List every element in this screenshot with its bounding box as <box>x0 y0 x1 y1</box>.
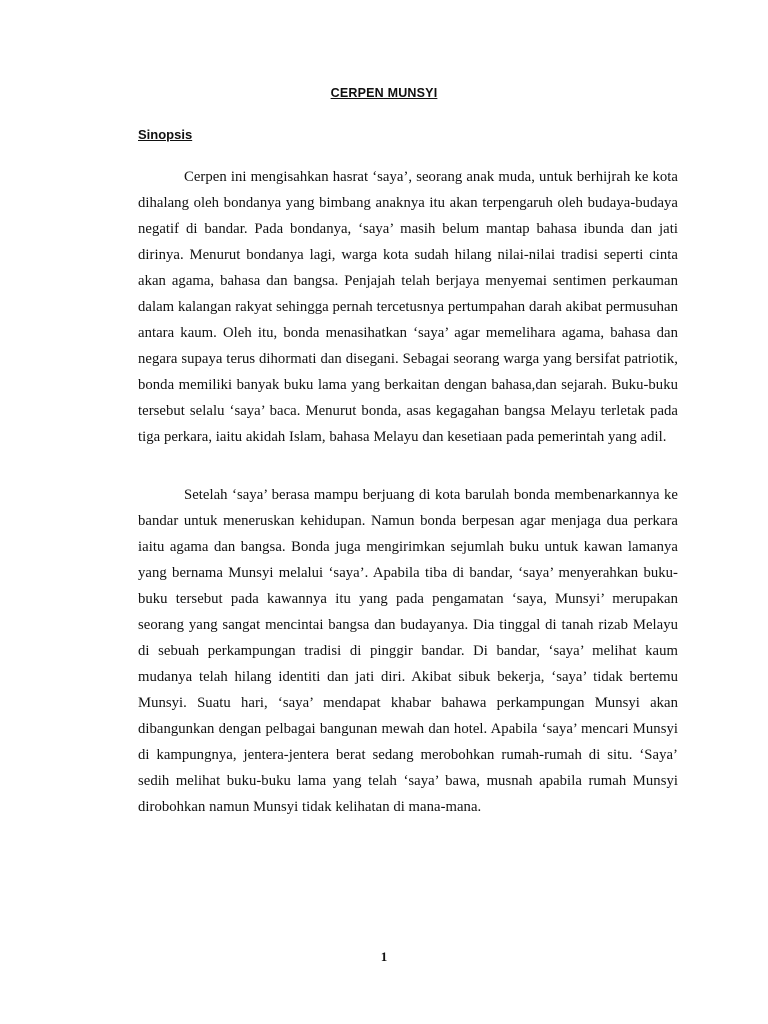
synopsis-paragraph-2: Setelah ‘saya’ berasa mampu berjuang di kota barulah bonda membenarkannya ke bandar untuk meneruskan kehidupan. Namun bonda berpesan agar menjaga dua perkara iaitu agama dan bangsa. Bonda juga mengirimkan sejumlah buku untuk kawan lamanya yang bernama Munsyi melalui ‘saya’. Apabila tiba di bandar, ‘saya’ menyerahkan buku-buku tersebut pada kawannya itu yang pada pengamatan ‘saya, Munsyi’ merupakan seorang yang sangat mencintai bangsa dan budayanya. Dia tinggal di tanah rizab Melayu di sebuah perkampungan tradisi di pinggir bandar. Di bandar, ‘saya’ melihat kaum mudanya telah hilang identiti dan jati diri. Akibat sibuk bekerja, ‘saya’ tidak bertemu Munsyi. Suatu hari, ‘saya’ mendapat khabar bahawa perkampungan Munsyi akan dibangunkan dengan pelbagai bangunan mewah dan hotel. Apabila ‘saya’ mencari Munsyi di kampungnya, jentera-jentera berat sedang merobohkan rumah-rumah di situ. ‘Saya’ sedih melihat buku-buku lama yang telah ‘saya’ bawa, musnah apabila rumah Munsyi dirobohkan namun Munsyi tidak kelihatan di mana-mana. <box>138 487 678 815</box>
synopsis-paragraph-1: Cerpen ini mengisahkan hasrat ‘saya’, seorang anak muda, untuk berhijrah ke kota dihalang oleh bondanya yang bimbang anaknya itu akan terpengaruh oleh budaya-budaya negatif di bandar. Pada bondanya, ‘saya’ masih belum mantap bahasa ibunda dan jati dirinya. Menurut bondanya lagi, warga kota sudah hilang nilai-nilai tradisi seperti cinta akan agama, bahasa dan bangsa. Penjajah telah berjaya menyemai sentimen perkauman dalam kalangan rakyat sehingga pernah tercetusnya pertumpahan darah akibat permusuhan antara kaum. Oleh itu, bonda menasihatkan ‘saya’ agar memelihara agama, bahasa dan negara supaya terus dihormati dan disegani. Sebagai seorang warga yang bersifat patriotik, bonda memiliki banyak buku lama yang berkaitan dengan bahasa,dan sejarah. Buku-buku tersebut selalu ‘saya’ baca. Menurut bonda, asas kegagahan bangsa Melayu terletak pada tiga perkara, iaitu akidah Islam, bahasa Melayu dan kesetiaan pada pemerintah yang adil. <box>138 169 678 445</box>
page-number: 1 <box>380 949 388 964</box>
section-heading-sinopsis: Sinopsis <box>138 127 193 142</box>
document-title: CERPEN MUNSYI <box>330 86 438 100</box>
